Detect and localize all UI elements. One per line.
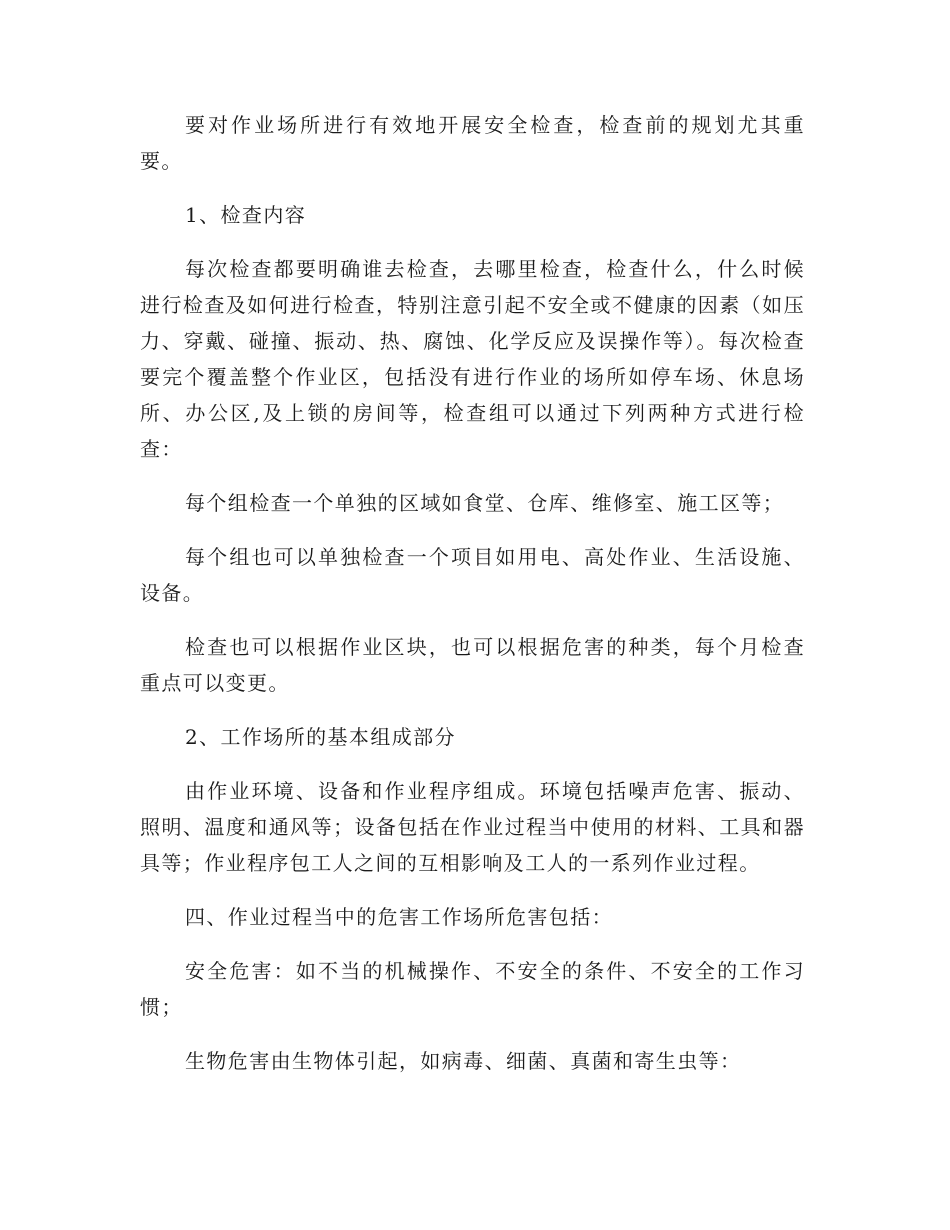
section-heading-inspection-content: 1、检查内容 <box>185 203 307 227</box>
section-heading-hazards: 四、作业过程当中的危害工作场所危害包括： <box>185 905 613 929</box>
paragraph-group-by-area: 每个组检查一个单独的区域如食堂、仓库、维修室、施工区等； <box>185 491 785 515</box>
paragraph-biological-hazards: 生物危害由生物体引起，如病毒、细菌、真菌和寄生虫等： <box>185 1049 742 1073</box>
document-body <box>140 107 805 1097</box>
section-heading-workplace-components: 2、工作场所的基本组成部分 <box>185 725 456 749</box>
paragraph-inspection-focus: 检查也可以根据作业区块，也可以根据危害的种类，每个月检查重点可以变更。 <box>140 635 805 695</box>
paragraph-workplace-components: 由作业环境、设备和作业程序组成。环境包括噪声危害、振动、照明、温度和通风等；设备包括在作业过程当中使用的材料、工具和器具等；作业程序包工人之间的互相影响及工人的一系列作业过程。 <box>140 779 805 875</box>
paragraph-group-by-item: 每个组也可以单独检查一个项目如用电、高处作业、生活设施、设备。 <box>140 545 805 605</box>
paragraph-intro: 要对作业场所进行有效地开展安全检查，检查前的规划尤其重要。 <box>140 113 805 173</box>
paragraph-inspection-details: 每次检查都要明确谁去检查，去哪里检查，检查什么，什么时候进行检查及如何进行检查，特别注意引起不安全或不健康的因素（如压力、穿戴、碰撞、振动、热、腐蚀、化学反应及误操作等）。每次检查要完个覆盖整个作业区，包括没有进行作业的场所如停车场、休息场所、办公区,及上锁的房间等，检查组可以通过下列两种方式进行检查： <box>140 257 805 461</box>
paragraph-safety-hazards: 安全危害：如不当的机械操作、不安全的条件、不安全的工作习惯； <box>140 959 805 1019</box>
